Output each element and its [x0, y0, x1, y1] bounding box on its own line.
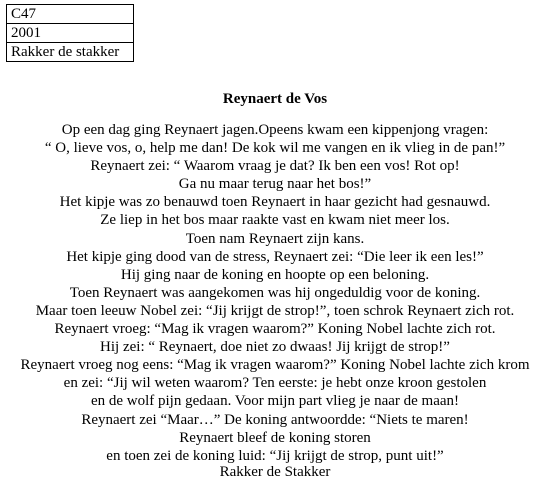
poem-line: Hij zei: “ Reynaert, doe niet zo dwaas! Jij krijgt de strop!”	[100, 339, 450, 356]
poem-line: Ze liep in het bos maar raakte vast en kwam niet meer los.	[100, 212, 450, 229]
poem-line: Toen Reynaert was aangekomen was hij ongeduldig voor de koning.	[69, 284, 481, 301]
poem-body	[0, 121, 550, 465]
header-row-year	[7, 24, 134, 43]
poem-line: Op een dag ging Reynaert jagen.Opeens kwam een kippenjong vragen:	[61, 122, 489, 138]
poem-line: Reynaert zei: “ Waarom vraag je dat? Ik ben een vos! Rot op!	[90, 158, 460, 175]
poem-line: Reynaert bleef de koning storen	[179, 429, 371, 446]
poem-line: Reynaert vroeg nog eens: “Mag ik vragen waarom?” Koning Nobel lachte zich krom	[20, 357, 530, 374]
header-cell-author: Rakker de stakker	[7, 43, 134, 62]
poem-line: “ O, lieve vos, o, help me dan! De kok wil me vangen en ik vlieg in de pan!”	[44, 140, 506, 157]
header-row-code	[7, 5, 134, 24]
poem-line: Het kipje was zo benauwd toen Reynaert in haar gezicht had gesnauwd.	[59, 194, 491, 211]
poem-signature: Rakker de Stakker	[219, 464, 331, 480]
header-row-author	[7, 43, 134, 62]
header-cell-year: 2001	[7, 24, 134, 43]
poem-line: en zei: “Jij wil weten waarom? Ten eerste: je hebt onze kroon gestolen	[63, 375, 487, 392]
header-info-table	[6, 4, 134, 62]
poem-line: Reynaert vroeg: “Mag ik vragen waarom?” Koning Nobel lachte zich rot.	[54, 321, 496, 338]
poem-line: Maar toen leeuw Nobel zei: “Jij krijgt de strop!”, toen schrok Reynaert zich rot.	[35, 302, 515, 319]
poem-line: Het kipje ging dood van de stress, Reynaert zei: “Die leer ik een les!”	[66, 248, 484, 265]
poem-line: Reynaert zei “Maar…” De koning antwoordde: “Niets te maren!	[81, 411, 469, 428]
poem-line: Toen nam Reynaert zijn kans.	[185, 230, 365, 247]
poem-line: en de wolf pijn gedaan. Voor mijn part vlieg je naar de maan!	[90, 393, 460, 410]
poem-line: en toen zei de koning luid: “Jij krijgt de strop, punt uit!”	[106, 447, 444, 464]
poem-line: Ga nu maar terug naar het bos!”	[178, 176, 372, 193]
poem-line: Hij ging naar de koning en hoopte op een beloning.	[120, 266, 430, 283]
poem-title: Reynaert de Vos	[222, 91, 328, 107]
header-cell-code: C47	[7, 5, 134, 24]
